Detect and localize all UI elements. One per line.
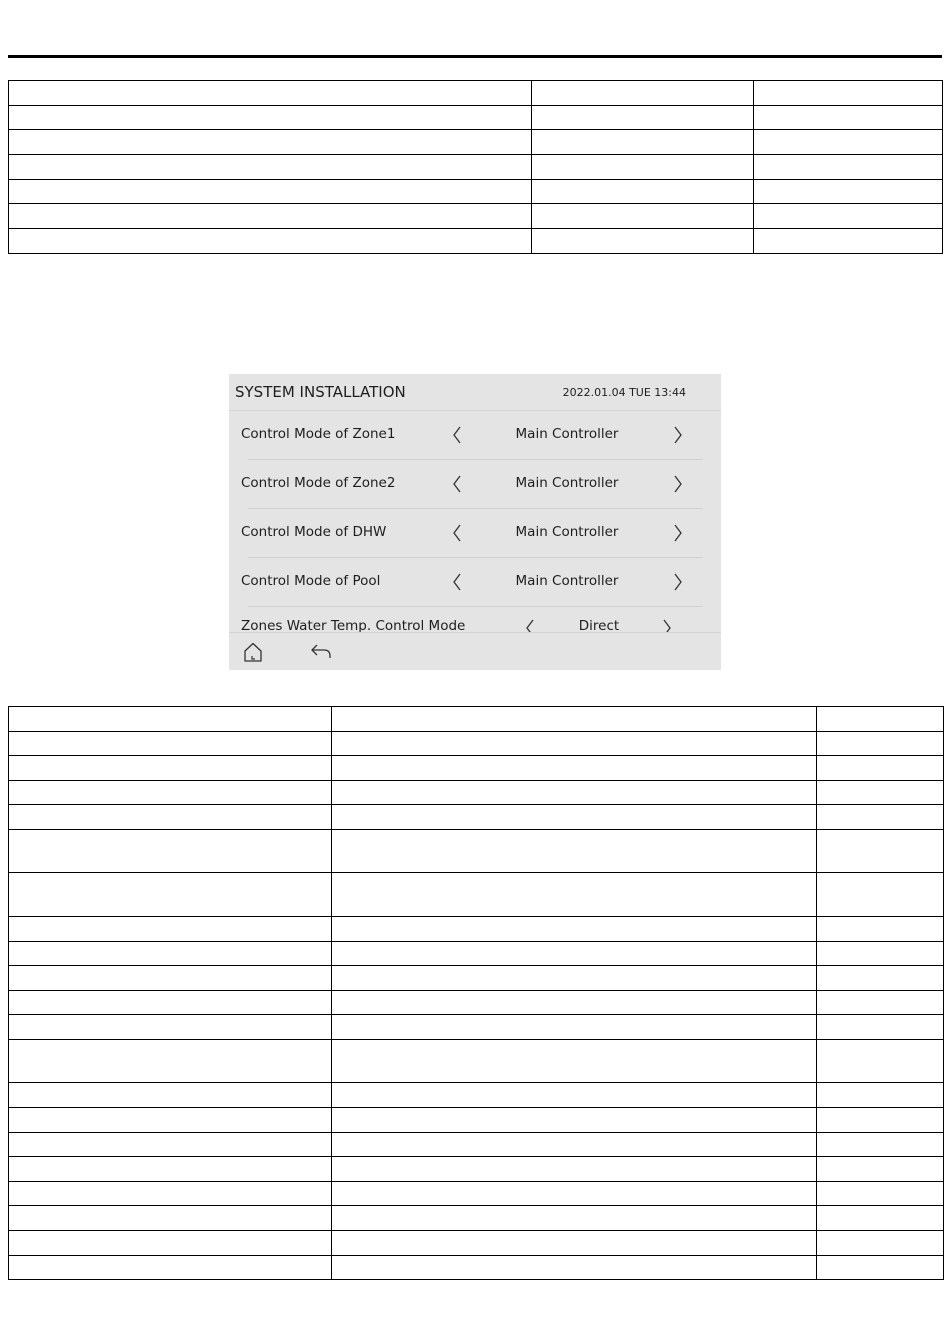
- table-row: [9, 179, 943, 204]
- setting-label: Control Mode of DHW: [241, 524, 387, 540]
- setting-row-zone2: [229, 460, 721, 509]
- home-icon[interactable]: [242, 641, 266, 663]
- chevron-right-icon[interactable]: [670, 570, 686, 594]
- table-row: [9, 780, 944, 805]
- chevron-left-icon[interactable]: [449, 570, 465, 594]
- table-row: [9, 1015, 944, 1040]
- setting-label: Control Mode of Zone1: [241, 426, 396, 442]
- setting-value: Main Controller: [515, 573, 619, 589]
- setting-label: Control Mode of Zone2: [241, 475, 396, 491]
- page-header-rule: [8, 55, 942, 58]
- settings-list: [229, 411, 721, 632]
- setting-value: Direct: [578, 618, 620, 632]
- bottom-table: [8, 706, 944, 1280]
- table-row: [9, 1206, 944, 1231]
- chevron-left-icon[interactable]: [449, 423, 465, 447]
- table-row: [9, 707, 944, 732]
- setting-row-water-temp-mode: [229, 607, 721, 632]
- setting-label: Zones Water Temp. Control Mode: [241, 618, 466, 632]
- screen-footer: [229, 632, 721, 670]
- table-row: [9, 204, 943, 229]
- chevron-left-icon[interactable]: [449, 521, 465, 545]
- table-row: [9, 805, 944, 830]
- setting-value: Main Controller: [515, 475, 619, 491]
- table-row: [9, 1157, 944, 1182]
- setting-row-pool: [229, 558, 721, 607]
- table-row: [9, 1132, 944, 1157]
- table-row: [9, 1231, 944, 1256]
- date-time: 2022.01.04 TUE 13:44: [562, 385, 686, 399]
- top-table: [8, 80, 943, 254]
- table-row: [9, 990, 944, 1015]
- table-row: [9, 105, 943, 130]
- page-title: SYSTEM INSTALLATION: [235, 383, 406, 401]
- chevron-left-icon[interactable]: [449, 472, 465, 496]
- chevron-right-icon[interactable]: [670, 423, 686, 447]
- table-row: [9, 1181, 944, 1206]
- setting-label: Control Mode of Pool: [241, 573, 381, 589]
- chevron-right-icon[interactable]: [659, 616, 675, 632]
- table-row: [9, 756, 944, 781]
- table-row: [9, 916, 944, 941]
- table-row: [9, 155, 943, 180]
- table-row: [9, 1083, 944, 1108]
- table-row: [9, 1039, 944, 1083]
- controller-screen: [229, 374, 721, 670]
- table-row: [9, 229, 943, 254]
- table-row: [9, 1255, 944, 1280]
- table-row: [9, 873, 944, 917]
- setting-value: Main Controller: [515, 524, 619, 540]
- chevron-right-icon[interactable]: [670, 472, 686, 496]
- screen-header: [229, 374, 721, 411]
- table-row: [9, 829, 944, 873]
- table-row: [9, 130, 943, 155]
- chevron-right-icon[interactable]: [670, 521, 686, 545]
- table-row: [9, 1108, 944, 1133]
- back-arrow-icon[interactable]: [309, 641, 333, 663]
- chevron-left-icon[interactable]: [522, 616, 538, 632]
- table-row: [9, 966, 944, 991]
- setting-value: Main Controller: [515, 426, 619, 442]
- table-row: [9, 731, 944, 756]
- table-row: [9, 941, 944, 966]
- setting-row-dhw: [229, 509, 721, 558]
- table-row: [9, 81, 943, 106]
- setting-row-zone1: [229, 411, 721, 460]
